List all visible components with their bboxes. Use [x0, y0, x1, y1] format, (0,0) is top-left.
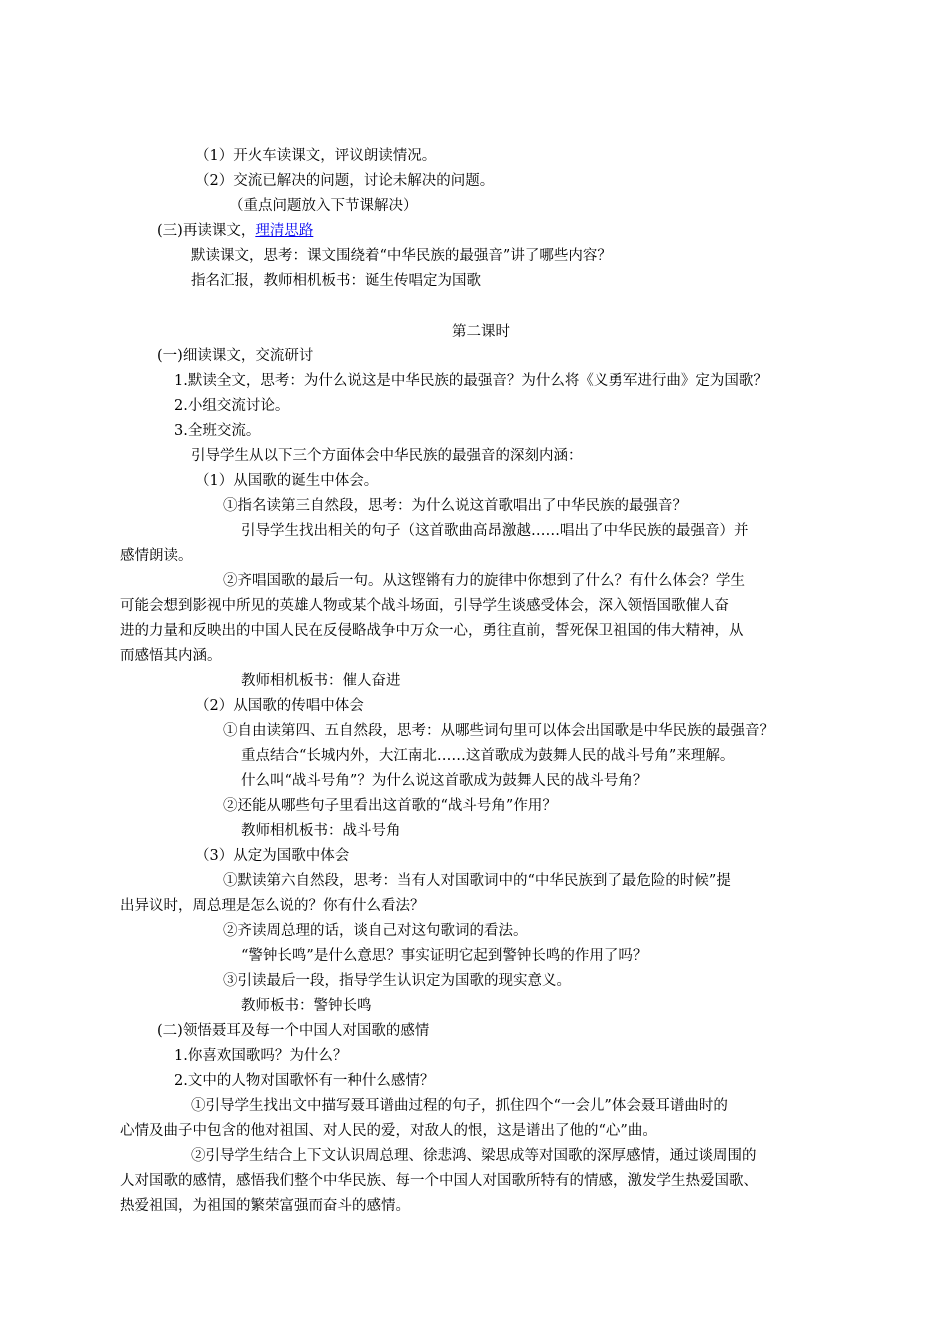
section-heading-1: (一)细读课文，交流研讨 [157, 348, 314, 364]
text-line: ②齐唱国歌的最后一句。从这铿锵有力的旋律中你想到了什么？有什么体会？学生 [223, 573, 745, 589]
text-line: 引导学生找出相关的句子（这首歌曲高昂激越……唱出了中华民族的最强音）并 [241, 523, 749, 539]
text-line: ①引导学生找出文中描写聂耳谱曲过程的句子，抓住四个“一会儿”体会聂耳谱曲时的 [191, 1098, 728, 1114]
section-heading-3 [157, 219, 842, 244]
text-line: （2）交流已解决的问题，讨论未解决的问题。 [195, 173, 495, 189]
text-line: （2）从国歌的传唱中体会 [195, 698, 364, 714]
text-line: ③引读最后一段，指导学生认识定为国歌的现实意义。 [223, 973, 571, 989]
text-line: 重点结合“长城内外，大江南北……这首歌成为鼓舞人民的战斗号角”来理解。 [241, 748, 735, 764]
text-line: 教师板书：警钟长鸣 [241, 998, 372, 1014]
text-line: 而感悟其内涵。 [120, 648, 222, 664]
text-line: ①指名读第三自然段，思考：为什么说这首歌唱出了中华民族的最强音？ [223, 498, 687, 514]
text-line: 出异议时，周总理是怎么说的？你有什么看法？ [120, 898, 425, 914]
text-line: ②引导学生结合上下文认识周总理、徐悲鸿、梁思成等对国歌的深厚感情，通过谈周围的 [191, 1148, 757, 1164]
text-line: 教师相机板书：催人奋进 [241, 673, 401, 689]
text-line: 3.全班交流。 [174, 423, 261, 439]
text-line: 1.默读全文，思考：为什么说这是中华民族的最强音？为什么将《义勇军进行曲》定为国歌？ [174, 373, 768, 389]
text-line: 2.文中的人物对国歌怀有一种什么感情？ [174, 1073, 435, 1089]
section-heading-text: (三)再读课文， [157, 223, 256, 239]
text-line: ②齐读周总理的话，谈自己对这句歌词的看法。 [223, 923, 528, 939]
sort-out-ideas-link[interactable]: 理清思路 [255, 223, 314, 239]
text-line: ①默读第六自然段，思考：当有人对国歌词中的“中华民族到了最危险的时候”提 [223, 873, 731, 889]
section-heading-2: (二)领悟聂耳及每一个中国人对国歌的感情 [157, 1023, 430, 1039]
text-line: “警钟长鸣”是什么意思？事实证明它起到警钟长鸣的作用了吗？ [241, 948, 648, 964]
text-line: 可能会想到影视中所见的英雄人物或某个战斗场面，引导学生谈感受体会，深入领悟国歌催人奋 [120, 598, 729, 614]
text-line: （重点问题放入下节课解决） [229, 198, 418, 214]
lesson-title: 第二课时 [452, 324, 510, 340]
text-line: 1.你喜欢国歌吗？为什么？ [174, 1048, 348, 1064]
text-line: 人对国歌的感情，感悟我们整个中华民族、每一个中国人对国歌所特有的情感，激发学生热爱国歌、 [120, 1173, 758, 1189]
text-line: 感情朗读。 [120, 548, 193, 564]
text-line: 热爱祖国，为祖国的繁荣富强而奋斗的感情。 [120, 1198, 410, 1214]
text-line: 2.小组交流讨论。 [174, 398, 290, 414]
text-line: 什么叫“战斗号角”？为什么说这首歌成为鼓舞人民的战斗号角？ [241, 773, 648, 789]
text-line: ②还能从哪些句子里看出这首歌的“战斗号角”作用？ [223, 798, 557, 814]
text-line: 教师相机板书：战斗号角 [241, 823, 401, 839]
text-line: （3）从定为国歌中体会 [195, 848, 350, 864]
text-line: ①自由读第四、五自然段，思考：从哪些词句里可以体会出国歌是中华民族的最强音？ [223, 723, 774, 739]
text-line: （1）开火车读课文，评议朗读情况。 [195, 148, 437, 164]
text-line: 心情及曲子中包含的他对祖国、对人民的爱，对敌人的恨，这是谱出了他的“心”曲。 [120, 1123, 657, 1139]
text-line: （1）从国歌的诞生中体会。 [195, 473, 379, 489]
text-line: 指名汇报，教师相机板书：诞生传唱定为国歌 [191, 273, 481, 289]
text-line: 引导学生从以下三个方面体会中华民族的最强音的深刻内涵： [191, 448, 583, 464]
text-line: 默读课文，思考：课文围绕着“中华民族的最强音”讲了哪些内容？ [191, 248, 612, 264]
text-line: 进的力量和反映出的中国人民在反侵略战争中万众一心，勇往直前，誓死保卫祖国的伟大精神，从 [120, 623, 744, 639]
